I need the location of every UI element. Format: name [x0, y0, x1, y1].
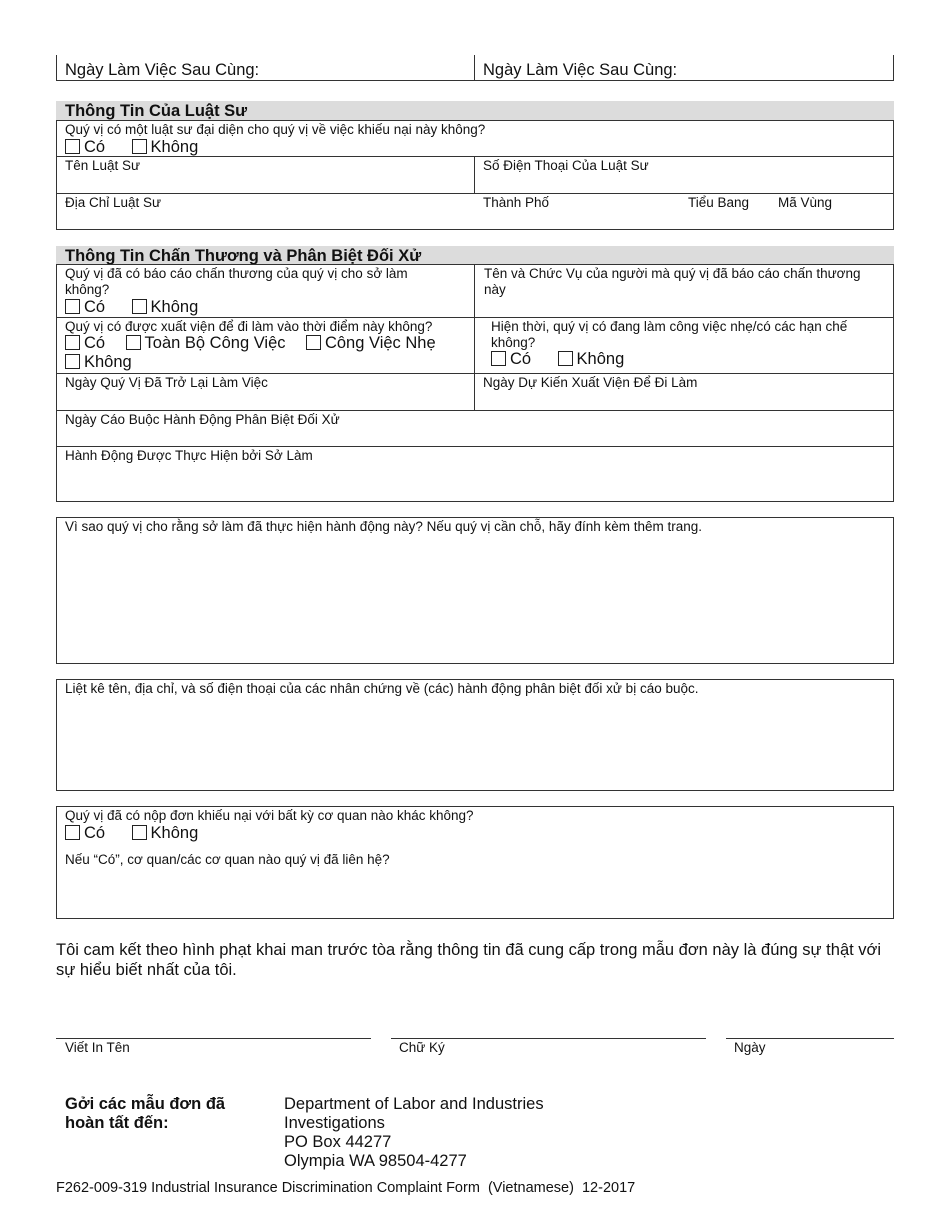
- divider: [474, 55, 475, 81]
- released-no-label: Không: [84, 353, 132, 371]
- address-line-1: Department of Labor and Industries: [284, 1095, 544, 1113]
- address-line-3: PO Box 44277: [284, 1133, 392, 1151]
- divider: [56, 410, 894, 411]
- address-line-4: Olympia WA 98504-4277: [284, 1152, 467, 1170]
- released-full-checkbox[interactable]: [126, 335, 141, 350]
- attorney-name-field[interactable]: Tên Luật Sư: [65, 158, 141, 173]
- expected-release-field[interactable]: Ngày Dự Kiến Xuất Viện Để Đi Làm: [483, 375, 698, 390]
- attorney-phone-field[interactable]: Số Điện Thoại Của Luật Sư: [483, 158, 649, 173]
- attorney-options: [65, 138, 220, 157]
- reported-to-field[interactable]: Tên và Chức Vụ của người mà quý vị đã báo cáo chấn thương này: [484, 266, 861, 297]
- attorney-address-field[interactable]: Địa Chỉ Luật Sư: [65, 195, 162, 210]
- released-question: Quý vị có được xuất viện để đi làm vào thời điểm này không?: [65, 319, 433, 334]
- divider: [474, 156, 475, 193]
- employer-action-field[interactable]: Hành Động Được Thực Hiện bởi Sở Làm: [65, 448, 313, 463]
- send-to-label: Gởi các mẫu đơn đã hoàn tất đến:: [65, 1095, 226, 1132]
- light-duty-no-label: Không: [576, 350, 625, 368]
- date-label: Ngày: [734, 1040, 766, 1055]
- released-yes-checkbox[interactable]: [65, 335, 80, 350]
- divider: [56, 156, 894, 157]
- other-agency-yes-label: Có: [84, 824, 106, 842]
- reported-no-label: Không: [150, 298, 199, 316]
- signature-label: Chữ Ký: [399, 1040, 445, 1055]
- light-duty-question: Hiện thời, quý vị có đang làm công việc nhẹ/có các hạn chế không?: [491, 319, 848, 350]
- attorney-question: Quý vị có một luật sư đại diện cho quý vị về việc khiếu nại này không?: [65, 122, 486, 137]
- injury-section-header: Thông Tin Chấn Thương và Phân Biệt Đối Xử: [56, 246, 894, 265]
- attorney-section-header: Thông Tin Của Luật Sư: [56, 101, 894, 120]
- address-line-2: Investigations: [284, 1114, 385, 1132]
- other-agency-question: Quý vị đã có nộp đơn khiếu nại với bất kỳ cơ quan nào khác không?: [65, 808, 474, 823]
- other-agency-no-checkbox[interactable]: [132, 825, 147, 840]
- released-full-label: Toàn Bộ Công Việc: [144, 334, 286, 352]
- other-agency-options: [65, 824, 220, 843]
- light-duty-yes-label: Có: [510, 350, 532, 368]
- divider: [56, 446, 894, 447]
- released-no-option: [65, 353, 154, 372]
- why-label: Vì sao quý vị cho rằng sở làm đã thực hiện hành động này? Nếu quý vị cần chỗ, hãy đính kèm thêm trang.: [65, 519, 703, 534]
- reported-options: [65, 298, 220, 317]
- light-duty-yes-checkbox[interactable]: [491, 351, 506, 366]
- released-light-checkbox[interactable]: [306, 335, 321, 350]
- divider: [56, 373, 894, 374]
- other-agency-no-label: Không: [150, 824, 199, 842]
- released-yes-label: Có: [84, 334, 106, 352]
- witnesses-label: Liệt kê tên, địa chỉ, và số điện thoại của các nhân chứng về (các) hành động phân biệt đối xử bị cáo buộc.: [65, 681, 699, 696]
- date-line[interactable]: [726, 1038, 894, 1039]
- attorney-state-field[interactable]: Tiểu Bang: [688, 195, 750, 210]
- light-duty-no-checkbox[interactable]: [558, 351, 573, 366]
- last-workday-field-left[interactable]: Ngày Làm Việc Sau Cùng:: [65, 61, 260, 79]
- reported-question: Quý vị đã có báo cáo chấn thương của quý vị cho sở làm không?: [65, 266, 408, 297]
- released-no-checkbox[interactable]: [65, 354, 80, 369]
- divider: [56, 317, 894, 318]
- form-footer: F262-009-319 Industrial Insurance Discrimination Complaint Form (Vietnamese) 12-2017: [56, 1180, 636, 1196]
- return-date-field[interactable]: Ngày Quý Vị Đã Trở Lại Làm Việc: [65, 375, 268, 390]
- light-duty-options: [491, 350, 646, 369]
- print-name-label: Viết In Tên: [65, 1040, 130, 1055]
- attorney-no-checkbox[interactable]: [132, 139, 147, 154]
- signature-line[interactable]: [391, 1038, 706, 1039]
- send-to-address: [284, 1095, 544, 1171]
- released-light-label: Công Việc Nhẹ: [324, 334, 436, 352]
- attorney-zip-field[interactable]: Mã Vùng: [778, 195, 833, 210]
- reported-yes-label: Có: [84, 298, 106, 316]
- certification-text: Tôi cam kết theo hình phạt khai man trước tòa rằng thông tin đã cung cấp trong mẫu đơn này là đúng sự thật với sự hiểu biết nhất của tôi.: [56, 941, 882, 979]
- divider: [56, 193, 894, 194]
- other-agency-followup[interactable]: Nếu “Có”, cơ quan/các cơ quan nào quý vị đã liên hệ?: [65, 852, 390, 867]
- reported-yes-checkbox[interactable]: [65, 299, 80, 314]
- attorney-no-label: Không: [150, 138, 199, 156]
- attorney-yes-label: Có: [84, 138, 106, 156]
- why-box[interactable]: [56, 517, 894, 664]
- last-workday-field-right[interactable]: Ngày Làm Việc Sau Cùng:: [483, 61, 678, 79]
- other-agency-yes-checkbox[interactable]: [65, 825, 80, 840]
- reported-no-checkbox[interactable]: [132, 299, 147, 314]
- attorney-city-field[interactable]: Thành Phố: [483, 195, 550, 210]
- released-options: [65, 334, 475, 353]
- discrimination-date-field[interactable]: Ngày Cáo Buộc Hành Động Phân Biệt Đối Xử: [65, 412, 340, 427]
- attorney-yes-checkbox[interactable]: [65, 139, 80, 154]
- print-name-line[interactable]: [56, 1038, 371, 1039]
